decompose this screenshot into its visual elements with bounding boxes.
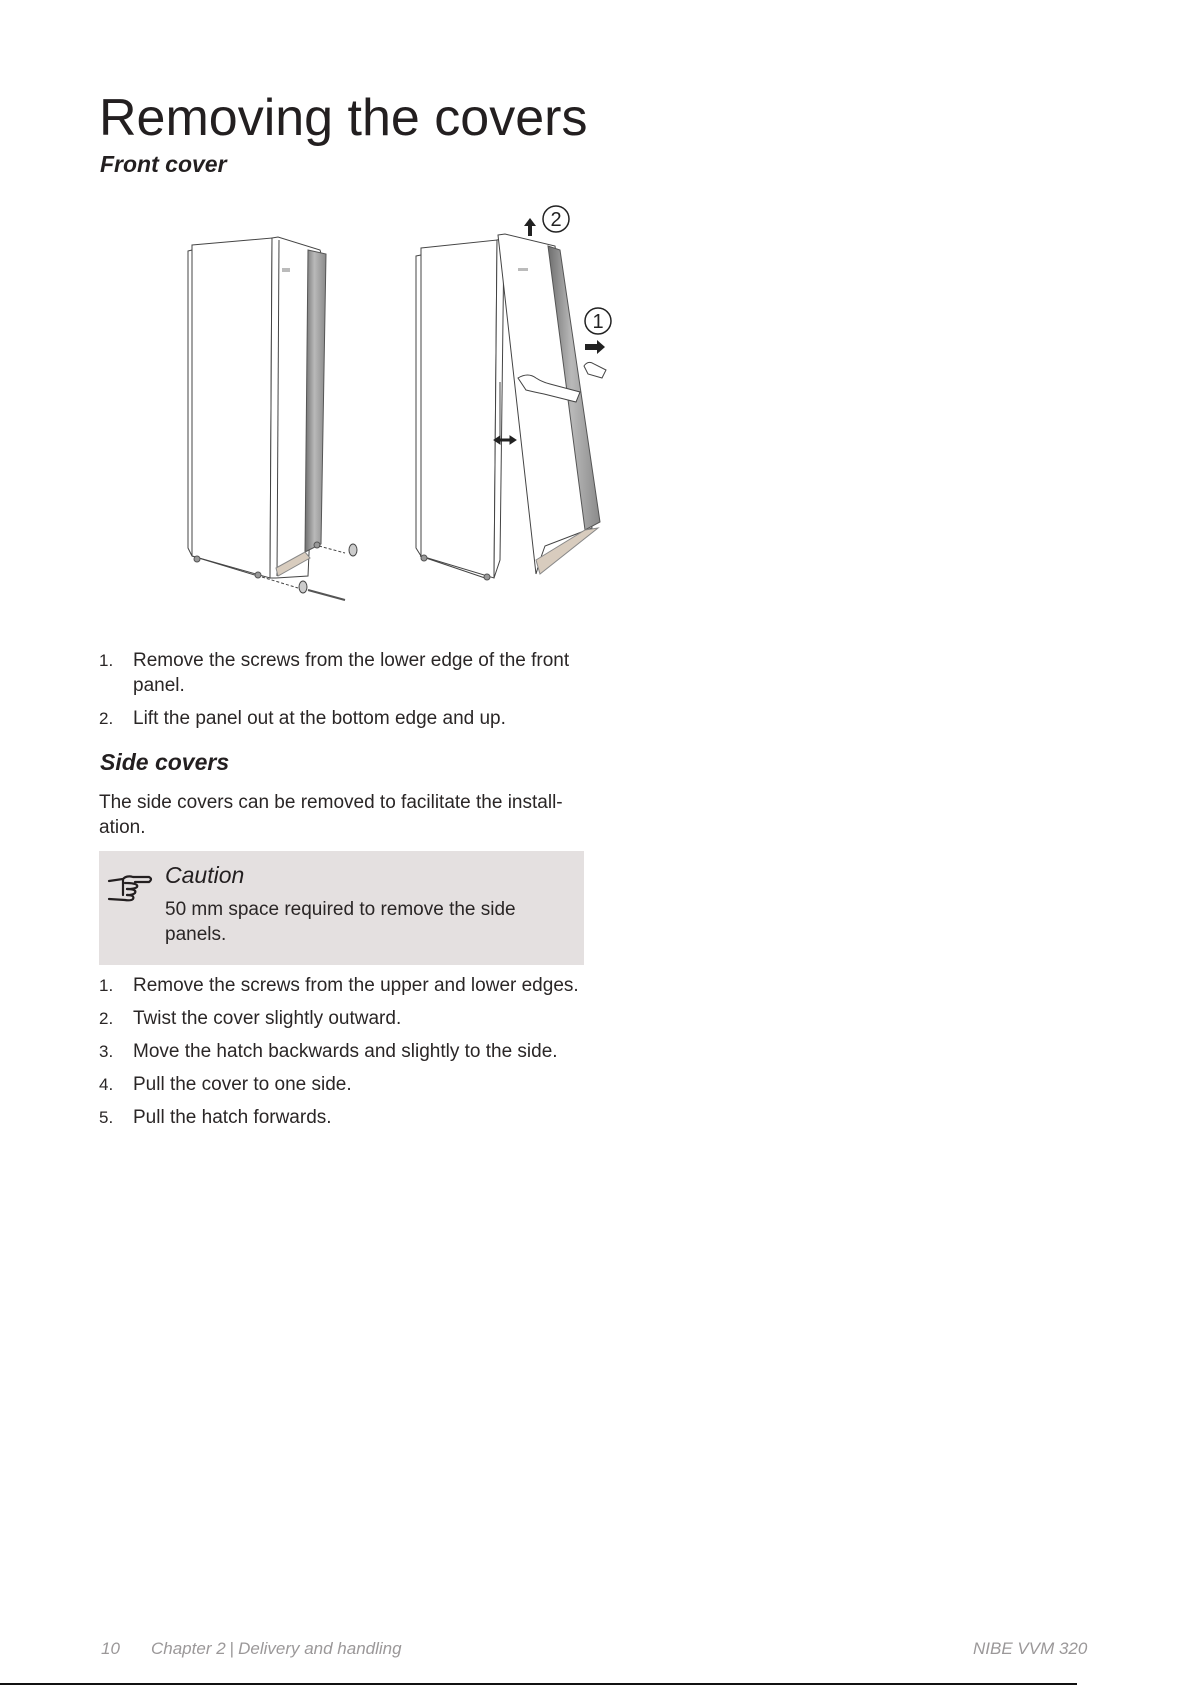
front-cover-heading: Front cover: [100, 151, 227, 177]
step-number: 2.: [99, 709, 114, 728]
list-item: [99, 648, 599, 698]
step-number: 1.: [99, 651, 114, 670]
step-text: Twist the cover slightly outward.: [133, 1008, 402, 1029]
step-text: Lift the panel out at the bottom edge and up.: [133, 708, 506, 729]
caution-title: Caution: [165, 862, 245, 888]
step-number: 4.: [99, 1075, 114, 1094]
footer-chapter: Chapter 2: [151, 1639, 226, 1658]
list-item: [99, 1039, 599, 1064]
side-covers-intro: The side covers can be removed to facilitate the install-ation.: [99, 792, 563, 838]
list-item: [99, 1072, 599, 1097]
step-number: 1.: [99, 976, 114, 995]
caution-text: 50 mm space required to remove the side panels.: [165, 899, 516, 945]
callout-1: [585, 308, 611, 354]
step-number: 5.: [99, 1108, 114, 1127]
step-text: Move the hatch backwards and slightly to the side.: [133, 1041, 558, 1062]
step-text: Remove the screws from the lower edge of the front panel.: [133, 650, 570, 696]
callout-2: [524, 206, 569, 236]
pointing-hand-icon: [105, 867, 155, 907]
side-covers-steps: [99, 973, 599, 1138]
page-number: 10: [101, 1639, 120, 1658]
page-title: Removing the covers: [99, 89, 588, 147]
list-item: [99, 973, 599, 998]
front-cover-steps: [99, 648, 599, 739]
unit-opening: [416, 234, 606, 580]
footer-product: NIBE VVM 320: [973, 1639, 1088, 1658]
footer-left: [101, 1639, 402, 1659]
unit-closed: [188, 237, 357, 600]
front-cover-illustration: [180, 200, 620, 610]
step-text: Pull the hatch forwards.: [133, 1107, 332, 1128]
step-number: 3.: [99, 1042, 114, 1061]
list-item: [99, 706, 599, 731]
side-covers-heading: Side covers: [100, 749, 230, 775]
step-text: Remove the screws from the upper and lower edges.: [133, 975, 579, 996]
footer-separator: |: [229, 1639, 235, 1658]
footer-section: Delivery and handling: [238, 1639, 402, 1658]
callout-2-label: 2: [550, 209, 562, 231]
step-text: Pull the cover to one side.: [133, 1074, 352, 1095]
list-item: [99, 1006, 599, 1031]
caution-box: [99, 851, 584, 965]
list-item: [99, 1105, 599, 1130]
callout-1-label: 1: [592, 311, 604, 333]
step-number: 2.: [99, 1009, 114, 1028]
